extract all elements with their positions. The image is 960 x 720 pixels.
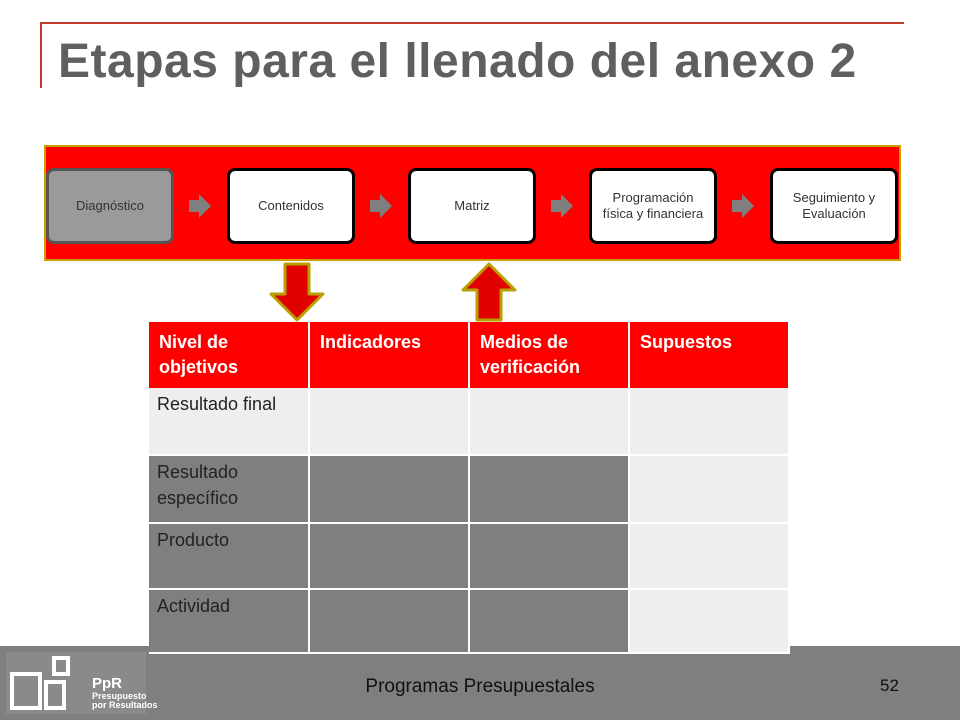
table-header-row <box>149 322 789 388</box>
table-row <box>149 388 789 455</box>
table-row <box>149 589 789 653</box>
table-row <box>149 455 789 523</box>
chevron-right-icon <box>549 193 575 219</box>
cell-nivel: Resultado específico <box>149 455 309 523</box>
ppr-logo-line1: Presupuesto <box>92 690 147 701</box>
ppr-logo-name: PpR <box>92 675 122 692</box>
ppr-logo-text <box>92 676 158 711</box>
title-frame-top-line <box>40 22 904 24</box>
step-diagnostico[interactable]: Diagnóstico <box>46 168 174 244</box>
cell-medios[interactable] <box>469 589 629 653</box>
title-frame-left-line <box>40 22 42 88</box>
ppr-logo-icon <box>6 652 86 714</box>
cell-medios[interactable] <box>469 388 629 455</box>
cell-nivel: Resultado final <box>149 388 309 455</box>
step-contenidos[interactable]: Contenidos <box>227 168 355 244</box>
chevron-right-icon <box>187 193 213 219</box>
header-indicadores: Indicadores <box>309 322 469 388</box>
slide-title: Etapas para el llenado del anexo 2 <box>58 35 857 88</box>
cell-supuestos[interactable] <box>629 388 789 455</box>
step-matriz[interactable]: Matriz <box>408 168 536 244</box>
cell-medios[interactable] <box>469 523 629 589</box>
cell-indicadores[interactable] <box>309 455 469 523</box>
matrix-table <box>149 322 790 654</box>
cell-indicadores[interactable] <box>309 388 469 455</box>
table-row <box>149 523 789 589</box>
footer-title: Programas Presupuestales <box>365 676 595 697</box>
chevron-right-icon <box>368 193 394 219</box>
cell-indicadores[interactable] <box>309 523 469 589</box>
cell-supuestos[interactable] <box>629 589 789 653</box>
header-medios-verificacion: Medios de verificación <box>469 322 629 388</box>
cell-indicadores[interactable] <box>309 589 469 653</box>
page-number: 52 <box>880 676 899 695</box>
cell-nivel: Actividad <box>149 589 309 653</box>
step-programacion[interactable]: Programación física y financiera <box>589 168 717 244</box>
cell-supuestos[interactable] <box>629 523 789 589</box>
chevron-right-icon <box>730 193 756 219</box>
step-seguimiento[interactable]: Seguimiento y Evaluación <box>770 168 898 244</box>
header-nivel-objetivos: Nivel de objetivos <box>149 322 309 388</box>
arrow-up-icon <box>460 262 518 322</box>
cell-nivel: Producto <box>149 523 309 589</box>
arrow-down-icon <box>268 262 326 322</box>
cell-medios[interactable] <box>469 455 629 523</box>
header-supuestos: Supuestos <box>629 322 789 388</box>
ppr-logo-line2: por Resultados <box>92 700 158 711</box>
cell-supuestos[interactable] <box>629 455 789 523</box>
